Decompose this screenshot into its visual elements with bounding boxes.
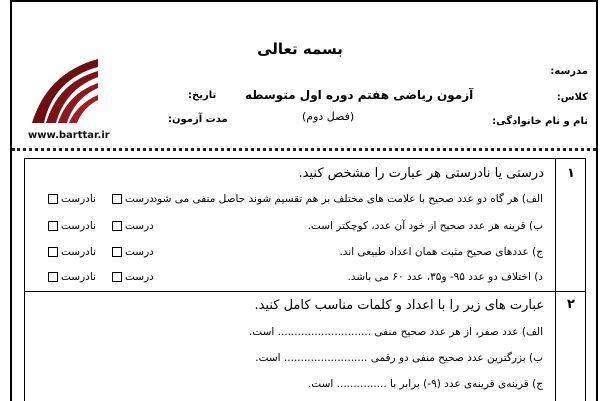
- true-checkbox[interactable]: [112, 221, 122, 231]
- number-column-divider: [555, 158, 556, 401]
- page-title: بسمه تعالی: [257, 40, 343, 58]
- false-checkbox[interactable]: [48, 272, 58, 282]
- true-option[interactable]: درست: [112, 220, 154, 232]
- duration-label: مدت آزمون:: [168, 114, 228, 125]
- dotted-divider: [12, 148, 596, 151]
- statement: الف) هر گاه دو عدد صحیح با علامت های مختلف بر هم تقسیم شوند حاصل منفی می شود.: [149, 193, 543, 205]
- class-label: کلاس:: [556, 92, 588, 103]
- question-title: عبارت های زیر را با اعداد و کلمات مناسب کامل کنید.: [254, 298, 544, 313]
- true-option[interactable]: درست: [112, 193, 154, 205]
- false-checkbox[interactable]: [48, 221, 58, 231]
- false-option[interactable]: نادرست: [48, 271, 96, 283]
- name-label: نام و نام خانوادگی:: [492, 116, 588, 127]
- false-option[interactable]: نادرست: [48, 246, 96, 258]
- fill-blank-statement: ج) قرینه‌ی قرینه‌ی عدد (۹-) برابر با ............... است.: [307, 378, 543, 390]
- question-number: ۲: [567, 297, 575, 312]
- chapter-label: (فصل دوم): [302, 110, 355, 123]
- fill-blank-statement: ب) بزرگترین عدد صحیح منفی دو رقمی ......................... است.: [255, 352, 543, 364]
- true-option[interactable]: درست: [112, 271, 154, 283]
- false-checkbox[interactable]: [48, 247, 58, 257]
- question-number: ۱: [567, 166, 575, 181]
- fill-blank-statement: الف) عدد صفر، از هر عدد صحیح منفی ............................ است.: [248, 326, 543, 338]
- website-link[interactable]: www.barttar.ir: [28, 130, 110, 141]
- statement: ب) قرینه هر عدد صحیح از خود آن عدد، کوچکتر است.: [307, 220, 543, 232]
- statement: ج) عددهای صحیح مثبت همان اعداد طبیعی اند.: [339, 246, 543, 258]
- date-label: تاریخ:: [188, 90, 217, 101]
- false-option[interactable]: نادرست: [48, 220, 96, 232]
- true-checkbox[interactable]: [112, 247, 122, 257]
- statement: د) اختلاف دو عدد ۹۵- و۳۵، عدد ۶۰ می باشد.: [347, 271, 543, 283]
- true-checkbox[interactable]: [112, 194, 122, 204]
- false-checkbox[interactable]: [48, 194, 58, 204]
- row-divider: [24, 291, 586, 292]
- school-label: مدرسه:: [550, 66, 588, 77]
- false-option[interactable]: نادرست: [48, 193, 96, 205]
- barttar-logo-icon: [28, 55, 100, 125]
- exam-title: آزمون ریاضی هفتم دوره اول متوسطه: [245, 88, 474, 102]
- true-checkbox[interactable]: [112, 272, 122, 282]
- true-option[interactable]: درست: [112, 246, 154, 258]
- question-title: درستی یا نادرستی هر عبارت را مشخص کنید.: [298, 166, 544, 181]
